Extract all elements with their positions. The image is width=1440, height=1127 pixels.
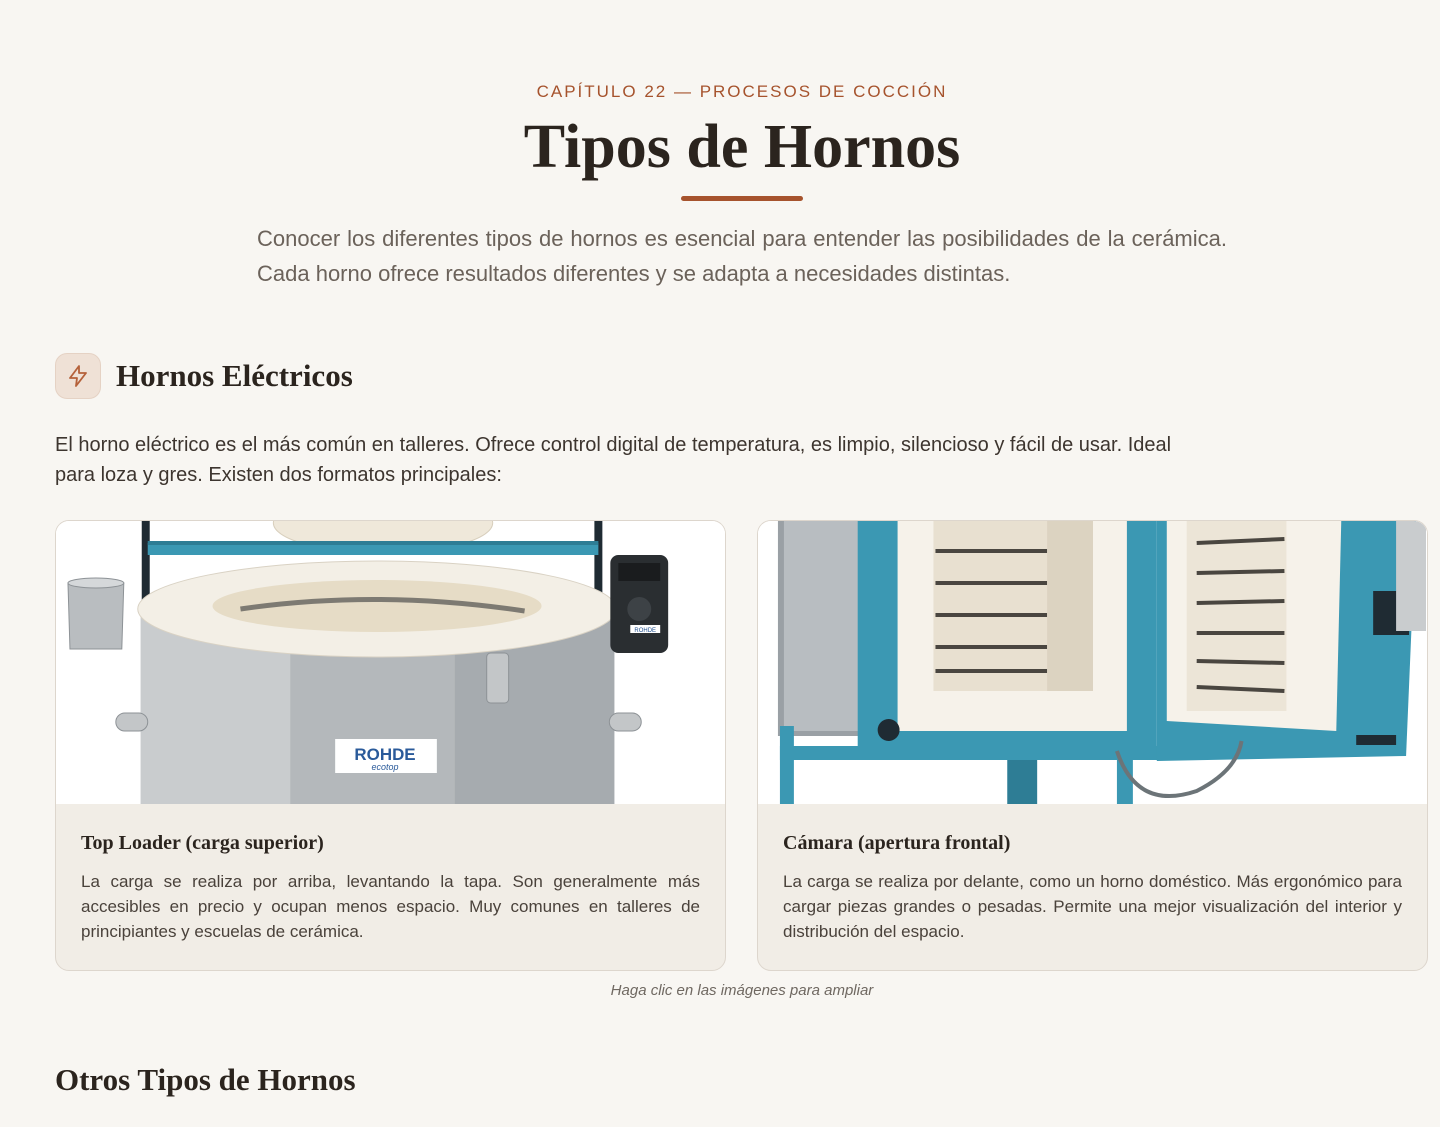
title-underline: [681, 196, 803, 201]
kiln-model: ecotop: [371, 761, 399, 773]
card-text: La carga se realiza por delante, como un horno doméstico. Más ergonómico para cargar piezas grandes o pesadas. Permite una mejor visualización del interior y distribución del espacio.: [783, 872, 1402, 941]
card-title: Top Loader (carga superior): [81, 832, 324, 854]
controller-brand: ROHDE: [634, 627, 657, 635]
intro-paragraph: Conocer los diferentes tipos de hornos es esencial para entender las posibilidades de la cerámica. Cada horno ofrece resultados diferentes y se adapta a necesidades distintas.: [257, 226, 1227, 286]
section-title: Hornos Eléctricos: [116, 357, 353, 393]
section-description: El horno eléctrico es el más común en talleres. Ofrece control digital de temperatura, es limpio, silencioso y fácil de usar. Ideal para loza y gres. Existen dos formatos principales:: [55, 434, 1172, 486]
image-hint: Haga clic en las imágenes para ampliar: [610, 982, 874, 999]
page-title: Tipos de Hornos: [523, 113, 961, 181]
card-top-loader[interactable]: [55, 520, 726, 971]
card-text: La carga se realiza por arriba, levantando la tapa. Son generalmente más accesibles en precio y ocupan menos espacio. Muy comunes en talleres de principiantes y escuelas de cerámica.: [81, 872, 700, 941]
chamber-kiln-image[interactable]: [758, 521, 1427, 804]
top-loader-kiln-image[interactable]: [56, 521, 725, 804]
lightning-icon: [55, 353, 101, 399]
kiln-brand: ROHDE: [354, 744, 416, 765]
next-section-title: Otros Tipos de Hornos: [55, 1062, 356, 1097]
card-body: [758, 804, 1427, 944]
chapter-eyebrow: CAPÍTULO 22 — PROCESOS DE COCCIÓN: [536, 82, 948, 101]
card-body: [56, 804, 725, 944]
card-chamber[interactable]: [757, 520, 1428, 971]
card-title: Cámara (apertura frontal): [783, 832, 1011, 854]
section-header-electric: [55, 352, 353, 399]
